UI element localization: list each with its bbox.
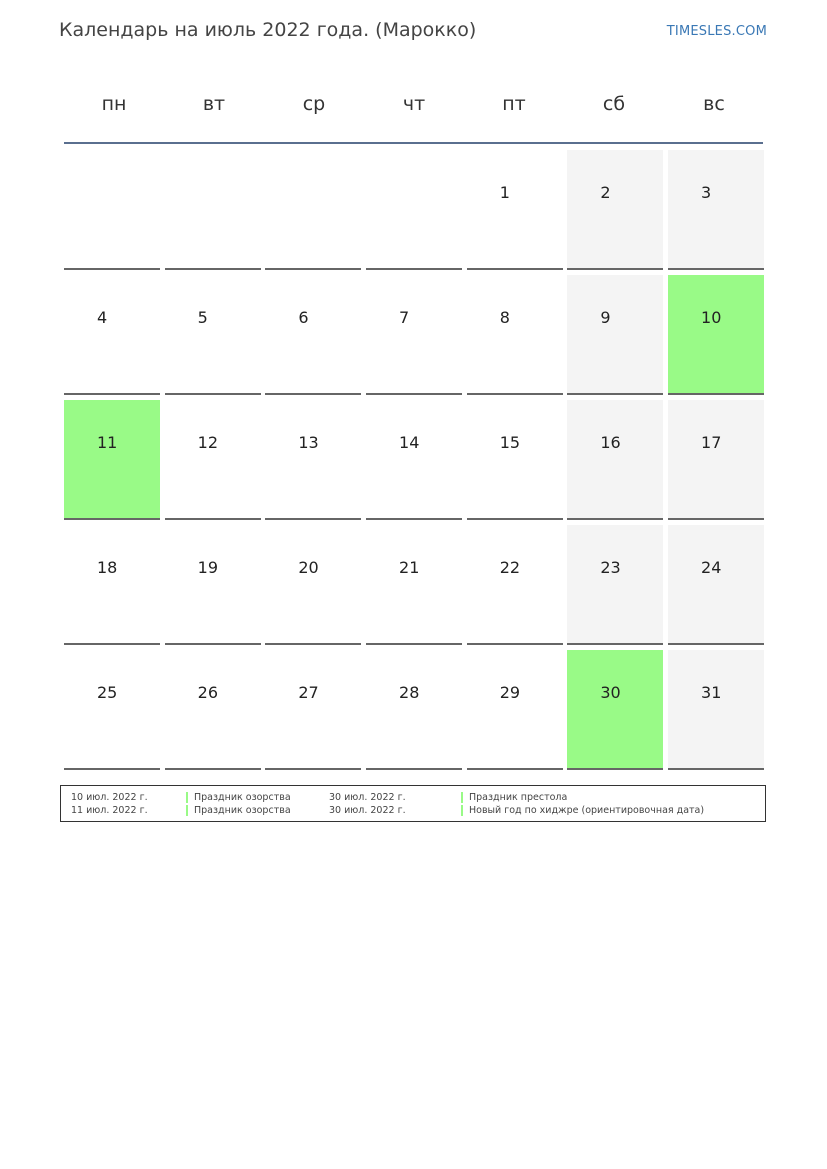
calendar-week-row — [64, 650, 764, 775]
day-number: 13 — [298, 433, 319, 452]
day-number: 30 — [600, 683, 621, 702]
legend-date: 10 июл. 2022 г. — [71, 792, 148, 803]
day-number: 15 — [499, 433, 521, 452]
day-number: 1 — [499, 183, 510, 202]
day-cell — [467, 650, 563, 770]
day-cell — [467, 525, 563, 645]
day-number: 6 — [298, 308, 309, 327]
day-number: 23 — [600, 558, 621, 577]
legend-holiday-name: Новый год по хиджре (ориентировочная дата) — [469, 805, 705, 816]
legend-date: 30 июл. 2022 г. — [329, 805, 406, 816]
legend-holiday-name: Праздник озорства — [194, 805, 291, 816]
day-number: 22 — [499, 558, 521, 577]
weekend-day-cell — [567, 400, 663, 520]
day-cell — [165, 275, 261, 395]
day-cell — [366, 275, 462, 395]
holiday-day-cell — [668, 275, 764, 395]
weekday-sat: сб — [602, 93, 626, 115]
empty-day-cell — [366, 150, 462, 270]
weekday-mon: пн — [101, 93, 127, 115]
calendar-week-row — [64, 400, 764, 525]
weekend-day-cell — [668, 525, 764, 645]
day-cell — [467, 275, 563, 395]
day-number: 29 — [499, 683, 521, 702]
calendar-grid — [64, 150, 764, 775]
header-divider — [64, 142, 763, 144]
empty-day-cell — [265, 150, 361, 270]
day-number: 14 — [399, 433, 420, 452]
day-cell — [366, 650, 462, 770]
brand-link[interactable]: TIMESLES.COM — [666, 24, 767, 39]
weekday-header — [64, 84, 764, 124]
day-cell — [467, 400, 563, 520]
empty-day-cell — [64, 150, 160, 270]
day-number: 24 — [701, 558, 722, 577]
day-number: 31 — [701, 683, 722, 702]
day-cell — [165, 400, 261, 520]
day-cell — [165, 650, 261, 770]
day-cell — [467, 150, 563, 270]
day-cell — [64, 275, 160, 395]
day-number: 26 — [197, 683, 219, 702]
day-number: 9 — [600, 308, 611, 327]
day-cell — [64, 650, 160, 770]
day-number: 11 — [97, 433, 118, 452]
day-number: 12 — [197, 433, 219, 452]
weekend-day-cell — [567, 275, 663, 395]
weekend-day-cell — [567, 150, 663, 270]
weekend-day-cell — [668, 650, 764, 770]
calendar-week-row — [64, 525, 764, 650]
page-title: Календарь на июль 2022 года. (Марокко) — [59, 19, 477, 41]
day-number: 5 — [197, 308, 208, 327]
day-number: 20 — [298, 558, 319, 577]
empty-day-cell — [165, 150, 261, 270]
day-number: 28 — [399, 683, 420, 702]
legend-color-marker — [461, 805, 463, 816]
legend-date: 11 июл. 2022 г. — [71, 805, 148, 816]
calendar-week-row — [64, 275, 764, 400]
day-number: 16 — [600, 433, 621, 452]
legend-date: 30 июл. 2022 г. — [329, 792, 406, 803]
day-number: 7 — [399, 308, 410, 327]
legend-holiday-name: Праздник престола — [469, 792, 568, 803]
day-number: 27 — [298, 683, 319, 702]
day-number: 25 — [97, 683, 118, 702]
day-number: 17 — [701, 433, 722, 452]
day-number: 8 — [499, 308, 510, 327]
day-cell — [64, 525, 160, 645]
day-cell — [265, 650, 361, 770]
day-cell — [265, 525, 361, 645]
legend-holiday-name: Праздник озорства — [194, 792, 291, 803]
legend-color-marker — [461, 792, 463, 803]
legend-color-marker — [186, 792, 188, 803]
day-number: 2 — [600, 183, 611, 202]
holiday-legend — [60, 785, 766, 822]
weekend-day-cell — [567, 525, 663, 645]
day-cell — [265, 400, 361, 520]
calendar-week-row — [64, 150, 764, 275]
day-number: 18 — [97, 558, 118, 577]
holiday-day-cell — [64, 400, 160, 520]
day-cell — [165, 525, 261, 645]
weekday-sun: вс — [703, 93, 725, 115]
weekday-tue: вт — [202, 93, 226, 115]
weekend-day-cell — [668, 150, 764, 270]
weekday-fri: пт — [502, 93, 526, 115]
weekday-thu: чт — [402, 93, 426, 115]
day-number: 4 — [97, 308, 108, 327]
day-number: 19 — [197, 558, 219, 577]
weekday-wed: ср — [302, 93, 326, 115]
day-cell — [265, 275, 361, 395]
holiday-day-cell — [567, 650, 663, 770]
day-number: 21 — [399, 558, 420, 577]
day-number: 10 — [701, 308, 722, 327]
day-number: 3 — [701, 183, 712, 202]
day-cell — [366, 400, 462, 520]
day-cell — [366, 525, 462, 645]
weekend-day-cell — [668, 400, 764, 520]
legend-color-marker — [186, 805, 188, 816]
